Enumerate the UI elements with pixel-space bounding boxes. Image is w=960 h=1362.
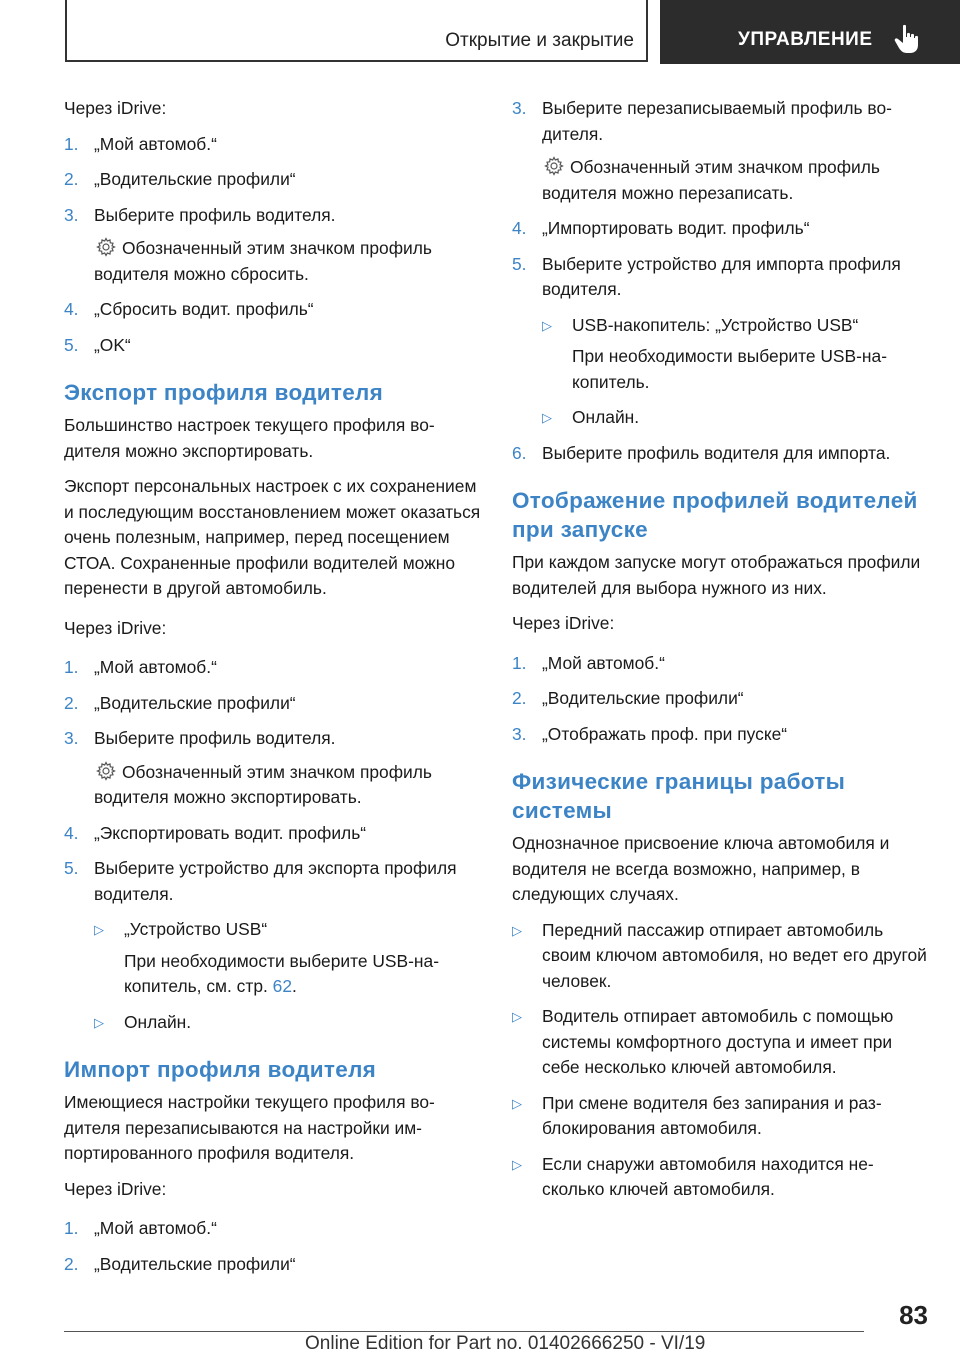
triangle-bullet-icon: ▷: [542, 317, 552, 333]
display-steps: [512, 651, 930, 748]
intro-text: Через iDrive:: [64, 1178, 167, 1199]
heading-export: Экспорт профиля водителя: [64, 380, 384, 405]
limits-paragraph: Однозначное присвоение ключа автомобиля и водителя не всегда возможно, например, в следующих случаях.: [512, 833, 890, 904]
list-item: [64, 297, 482, 323]
bullet-item: [512, 1091, 930, 1142]
list-item: [64, 203, 482, 229]
export-steps-cont: [64, 821, 482, 908]
step-number: 4.: [64, 822, 79, 843]
import-paragraph: Имеющиеся настройки текущего профиля водителя перезаписываются на настройки импортированного профиля водителя.: [64, 1092, 435, 1163]
header-chapter-title: УПРАВЛЕНИЕ: [738, 29, 873, 50]
list-item: [64, 856, 482, 907]
note-text: Обозначенный этим значком профиль водителя можно сбросить.: [94, 238, 432, 284]
heading-display-profiles: Отображение профилей водителей при запуске: [512, 488, 918, 542]
list-item: [64, 691, 482, 717]
list-item: [512, 252, 930, 303]
step-text: „Водительские профили“: [542, 688, 744, 708]
step-number: 4.: [512, 218, 527, 238]
footer-divider: [64, 1331, 864, 1332]
step-number: 5.: [512, 253, 527, 274]
sub-item-text: Онлайн.: [124, 1011, 192, 1032]
step-number: 4.: [64, 299, 79, 319]
intro-text: Через iDrive:: [64, 98, 167, 118]
step-text: Выберите перезаписываемый профиль водителя.: [542, 98, 892, 144]
step-number: 3.: [64, 728, 79, 748]
step-text: Выберите профиль водителя.: [94, 728, 336, 748]
triangle-bullet-icon: ▷: [94, 1014, 104, 1030]
list-item: [512, 722, 930, 748]
sub-item-text: USB-накопитель: „Устройство USB“: [572, 314, 859, 335]
sub-item: [64, 1010, 482, 1036]
export-paragraph-1: Большинство настроек текущего профиля водителя можно экспортировать.: [64, 415, 435, 461]
gear-icon: [96, 237, 116, 257]
gear-icon: [96, 761, 116, 781]
step-text: „Экспортировать водит. профиль“: [94, 822, 367, 843]
header-chapter-box: [660, 0, 960, 64]
list-item: [64, 821, 482, 847]
triangle-bullet-icon: ▷: [512, 1009, 522, 1024]
list-item: [64, 1216, 482, 1242]
step-number: 3.: [64, 204, 79, 225]
step-text: „Мой автомоб.“: [94, 133, 217, 154]
triangle-bullet-icon: ▷: [512, 922, 522, 938]
sub-item-text: „Устройство USB“: [124, 919, 268, 939]
list-item: [512, 441, 930, 467]
header-section-box: [65, 0, 648, 62]
list-item: [512, 96, 930, 147]
list-item: [64, 132, 482, 158]
sub-item-note: При необходимости выберите USB-накопитель, см. стр. 62.: [124, 950, 439, 996]
footer-edition: Online Edition for Part no. 01402666250 - VI/19: [305, 1333, 706, 1354]
triangle-bullet-icon: ▷: [542, 410, 552, 425]
step-text: „Сбросить водит. профиль“: [94, 299, 314, 319]
step-note: [64, 760, 482, 811]
bullet-text: При смене водителя без запирания и разблокирования автомобиля.: [542, 1092, 882, 1138]
step-text: Выберите устройство для импорта профиля водителя.: [542, 253, 901, 299]
sub-item: [512, 313, 930, 339]
sub-item-note: При необходимости выберите USB-накопитель.: [572, 346, 887, 392]
step-number: 5.: [64, 858, 79, 878]
list-item: [64, 726, 482, 752]
step-number: 1.: [64, 657, 79, 677]
step-number: 2.: [512, 688, 527, 708]
list-item: [512, 216, 930, 242]
triangle-bullet-icon: ▷: [512, 1095, 522, 1111]
step-text: „Мой автомоб.“: [94, 1218, 217, 1238]
intro-text: Через iDrive:: [512, 613, 615, 633]
left-column: [64, 96, 482, 1287]
step-text: „Мой автомоб.“: [94, 657, 217, 677]
list-item: [64, 333, 482, 359]
bullet-item: [512, 918, 930, 995]
step-text: „Водительские профили“: [94, 169, 296, 189]
step-number: 1.: [64, 1218, 79, 1238]
step-number: 3.: [512, 723, 527, 744]
step-number: 2.: [64, 169, 79, 189]
import-steps: [64, 1216, 482, 1277]
export-steps: [64, 655, 482, 752]
step-text: Выберите профиль водителя.: [94, 204, 336, 225]
intro-text: Через iDrive:: [64, 617, 167, 638]
step-number: 2.: [64, 1253, 79, 1274]
step-text: „Импортировать водит. профиль“: [542, 218, 810, 238]
reset-steps-cont: [64, 297, 482, 358]
step-text: „Водительские профили“: [94, 692, 296, 713]
sub-item: [512, 405, 930, 431]
triangle-bullet-icon: ▷: [512, 1156, 522, 1172]
heading-system-limits: Физические границы работы системы: [512, 769, 846, 823]
gear-icon: [544, 156, 564, 176]
step-number: 3.: [512, 98, 527, 118]
step-number: 1.: [512, 652, 527, 673]
step-text: „Водительские профили“: [94, 1253, 296, 1274]
hand-pointer-icon: [894, 24, 920, 54]
step-note: [512, 155, 930, 206]
list-item: [512, 651, 930, 677]
step-text: „Отображать проф. при пуске“: [542, 723, 788, 744]
list-item: [64, 1252, 482, 1278]
step-note: [64, 236, 482, 287]
step-number: 5.: [64, 334, 79, 355]
step-number: 6.: [512, 442, 527, 463]
sub-item: [64, 917, 482, 943]
right-column: [512, 96, 930, 1213]
step-text: Выберите устройство для экспорта профиля водителя.: [94, 858, 457, 904]
step-text: „Мой автомоб.“: [542, 652, 665, 673]
sub-item-text: Онлайн.: [572, 407, 640, 427]
page-number: 83: [899, 1300, 928, 1330]
note-text: Обозначенный этим значком профиль водителя можно перезаписать.: [542, 157, 880, 203]
list-item: [64, 655, 482, 681]
header-section-title: Открытие и закрытие: [445, 30, 634, 51]
bullet-item: [512, 1004, 930, 1081]
bullet-text: Передний пассажир отпирает автомобиль своим ключом автомобиля, но ведет его другой человек.: [542, 919, 927, 991]
heading-import: Импорт профиля водителя: [64, 1057, 377, 1082]
bullet-text: Если снаружи автомобиля находится несколько ключей автомобиля.: [542, 1153, 874, 1199]
bullet-item: [512, 1152, 930, 1203]
page-link[interactable]: 62: [272, 976, 292, 996]
reset-steps: [64, 132, 482, 229]
triangle-bullet-icon: ▷: [94, 922, 104, 937]
step-number: 1.: [64, 133, 79, 154]
step-number: 2.: [64, 692, 79, 713]
sub-note-text: При необходимости выберите USB-накопитель, см. стр.: [124, 950, 439, 996]
export-paragraph-2: Экспорт персональных настроек с их сохранением и последующим восстановлением может оказаться очень полезным, например, перед посещением СТОА. Сохраненные профили водителей можно перенести в другой автомобиль.: [64, 476, 481, 598]
step-text: Выберите профиль водителя для импорта.: [542, 442, 891, 463]
step-text: „OK“: [94, 334, 131, 355]
display-paragraph: При каждом запуске могут отображаться профили водителей для выбора нужного из них.: [512, 552, 921, 598]
list-item: [64, 167, 482, 193]
note-text: Обозначенный этим значком профиль водителя можно экспортировать.: [94, 761, 432, 807]
list-item: [512, 686, 930, 712]
bullet-text: Водитель отпирает автомобиль с помощью системы комфортного доступа и имеет при себе несколько ключей автомобиля.: [542, 1006, 894, 1077]
